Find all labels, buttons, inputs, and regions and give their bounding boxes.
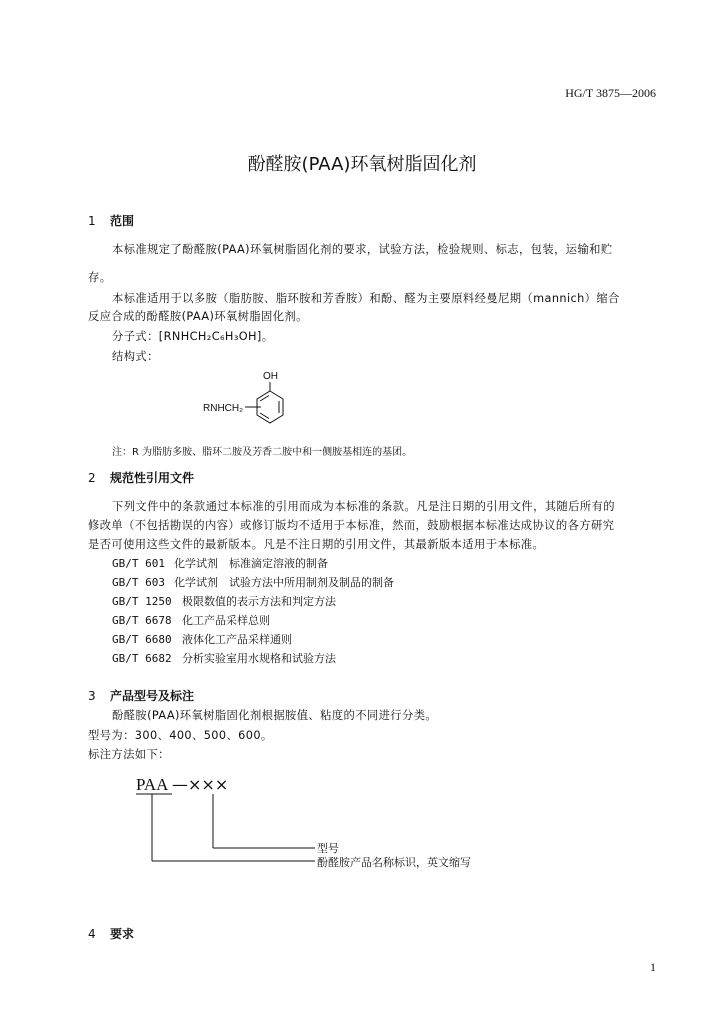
section-title: 规范性引用文件: [110, 471, 195, 485]
reference-code: GB/T 1250: [112, 595, 172, 608]
reference-title: 极限数值的表示方法和判定方法: [182, 595, 336, 608]
reference-code: GB/T 6682: [112, 652, 172, 665]
section-3-para-3: 标注方法如下：: [88, 748, 170, 761]
reference-code: GB/T 6678: [112, 614, 172, 627]
reference-code: GB/T 601: [112, 557, 165, 570]
section-3-para-2: 型号为：300、400、500、600。: [88, 729, 273, 742]
reference-code: GB/T 6680: [112, 633, 172, 646]
section-1-para-1-line-1: 本标准规定了酚醛胺(PAA)环氧树脂固化剂的要求，试验方法，检验规则、标志，包装，运输和贮: [112, 243, 613, 256]
reference-item: [112, 631, 292, 647]
designation-diagram: [120, 765, 520, 875]
section-3-para-1: 酚醛胺(PAA)环氧树脂固化剂根据胺值、粘度的不同进行分类。: [112, 709, 438, 722]
product-code-suffix: —×××: [172, 775, 229, 794]
reference-item: [112, 612, 270, 628]
section-title: 要求: [110, 927, 135, 941]
reference-item: [112, 650, 336, 666]
reference-title: 化学试剂 试验方法中所用制剂及制品的制备: [174, 576, 394, 589]
section-title: 范围: [110, 214, 135, 228]
section-number: 1: [88, 214, 96, 228]
section-1-para-2-line-1: 本标准适用于以多胺（脂肪胺、脂环胺和芳香胺）和酚、醛为主要原料经曼尼期（mannich）缩合: [112, 292, 620, 305]
document-title: 酚醛胺(PAA)环氧树脂固化剂: [247, 154, 477, 175]
reference-title: 化学试剂 标准滴定溶液的制备: [174, 557, 328, 570]
section-2-para-line-2: 修改单（不包括勘误的内容）或修订版均不适用于本标准，然而，鼓励根据本标准达成协议的各方研究: [88, 519, 615, 532]
reference-title: 化工产品采样总则: [182, 614, 270, 627]
standard-number: HG/T 3875—2006: [565, 86, 656, 100]
section-2-heading: [88, 469, 194, 486]
section-number: 4: [88, 927, 96, 941]
hydroxyl-label: OH: [263, 371, 278, 382]
rnhch2-label: RNHCH₂: [203, 403, 243, 414]
section-2-para-line-3: 是否可使用这些文件的最新版本。凡是不注日期的引用文件，其最新版本适用于本标准。: [88, 538, 545, 551]
section-number: 2: [88, 471, 96, 485]
section-1-para-1-line-2: 存。: [88, 271, 112, 284]
model-label: 型号: [317, 842, 339, 855]
structure-label: 结构式：: [112, 350, 159, 363]
section-1-para-2-line-2: 反应合成的酚醛胺(PAA)环氧树脂固化剂。: [88, 310, 308, 323]
section-4-heading: [88, 925, 134, 942]
molecular-formula: 分子式：[RNHCH₂C₆H₃OH]。: [112, 330, 274, 343]
structural-formula-diagram: [195, 365, 335, 435]
reference-code: GB/T 603: [112, 576, 165, 589]
reference-title: 液体化工产品采样通则: [182, 633, 292, 646]
product-code-prefix: PAA: [136, 775, 169, 794]
section-number: 3: [88, 689, 96, 703]
section-1-heading: [88, 212, 134, 229]
reference-title: 分析实验室用水规格和试验方法: [182, 652, 336, 665]
section-2-para-line-1: 下列文件中的条款通过本标准的引用而成为本标准的条款。凡是注日期的引用文件，其随后所有的: [112, 500, 615, 513]
reference-item: [112, 555, 328, 571]
reference-item: [112, 593, 336, 609]
structure-note: 注：R 为脂肪多胺、脂环二胺及芳香二胺中和一侧胺基相连的基团。: [112, 447, 413, 458]
page-number: 1: [650, 960, 656, 974]
section-3-heading: [88, 687, 194, 704]
section-title: 产品型号及标注: [110, 689, 195, 703]
product-name-label: 酚醛胺产品名称标识，英文缩写: [317, 856, 471, 869]
reference-item: [112, 574, 394, 590]
